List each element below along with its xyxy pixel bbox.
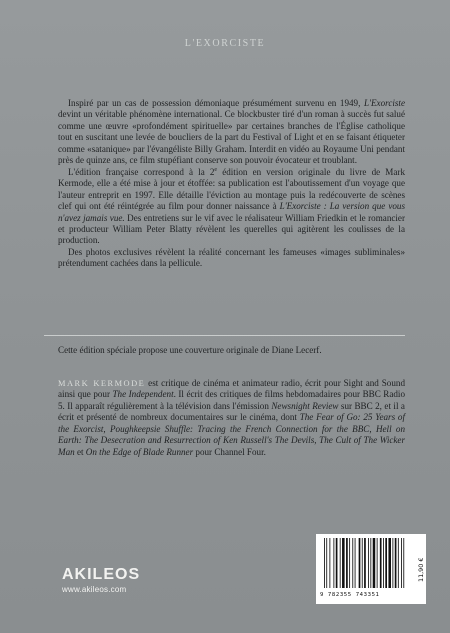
publisher-logo xyxy=(62,566,140,594)
blurb-paragraph xyxy=(58,247,405,270)
text-run: L'édition française correspond à la 2 xyxy=(68,166,215,177)
barcode-bar xyxy=(370,538,371,588)
barcode-bar xyxy=(340,538,341,588)
text-run: . Il écrit des critiques de films hebdomadaires pour BBC Radio 5. Il apparaît régulièrement à la télévision dans l'émission xyxy=(58,389,405,411)
italic-title: On the Edge of Blade Runner xyxy=(85,446,194,457)
book-blurb xyxy=(58,98,405,270)
text-run: et xyxy=(74,446,86,457)
barcode-bar xyxy=(349,538,350,588)
barcode-bar xyxy=(352,538,353,588)
publisher-name: AKILEOS xyxy=(62,566,141,583)
barcode-bar xyxy=(359,538,361,588)
barcode-label xyxy=(316,534,426,604)
barcode-bar xyxy=(346,538,348,588)
text-run: sur BBC 2, et il a écrit et présenté de nombreux documentaires sur le cinéma, dont xyxy=(58,400,405,423)
italic-title: L'Exorciste xyxy=(363,98,405,108)
text-run: pour Channel Four. xyxy=(193,446,266,457)
barcode-bar xyxy=(377,538,378,588)
barcode-icon xyxy=(322,538,414,590)
barcode-bar xyxy=(395,538,397,588)
barcode-bar xyxy=(362,538,363,588)
barcode-bar xyxy=(383,538,384,588)
barcode-bar xyxy=(342,538,345,588)
barcode-bar xyxy=(326,538,327,588)
barcode-bar xyxy=(368,538,369,588)
barcode-bar xyxy=(403,538,404,588)
barcode-bar xyxy=(398,538,399,588)
author-bio xyxy=(58,378,405,458)
text-run: est critique de cinéma et animateur radio, écrit pour Sight and Sound ainsi que pour xyxy=(58,378,405,400)
barcode-bar xyxy=(373,538,376,588)
author-name: MARK KERMODE xyxy=(58,379,146,388)
superscript: e xyxy=(214,166,218,173)
barcode-bar xyxy=(380,538,382,588)
text-run: Des photos exclusives révèlent la réalité concernant les fameuses «images subliminales» prétendument cachées dans la pellicule. xyxy=(58,246,405,269)
barcode-bar xyxy=(392,538,393,588)
isbn-digits: 9 782355 743351 xyxy=(320,592,380,598)
barcode-bar xyxy=(324,538,325,588)
barcode-bar xyxy=(355,538,356,588)
barcode-bar xyxy=(388,538,391,588)
text-run: Des entretiens sur le vif avec le réalisateur William Friedkin et le romancier et producteur William Peter Blatty révèlent les querelles qui agitèrent les coulisses de la production. xyxy=(58,212,405,246)
price-label: 11,90 € xyxy=(417,557,425,583)
divider xyxy=(44,335,405,336)
italic-title: Newsnight Review xyxy=(271,400,339,411)
edition-note: Cette édition spéciale propose une couverture originale de Diane Lecerf. xyxy=(58,345,322,355)
text-run: Inspiré par un cas de possession démoniaque présumément survenu en 1949, xyxy=(68,98,364,108)
publisher-url: www.akileos.com xyxy=(62,585,127,594)
italic-title: The Fear of Go: 25 Years of the Exorcist, Poughkeepsie Shuffle: Tracing the French Connection for the BBC, Hell on Earth: The Desecration and Resurrection of Ken Russell's The Devils, The Cult of The Wicker Man xyxy=(58,412,405,457)
barcode-bar xyxy=(364,538,366,588)
barcode-bar xyxy=(329,538,330,588)
blurb-paragraph xyxy=(58,167,405,247)
book-title: L'EXORCISTE xyxy=(184,38,266,49)
text-run: édition en version originale du livre de Mark Kermode, elle a été mise à jour et étoffée: sa publication est l'aboutissement d'un voyage que l'auteur entreprit en 1997. Elle détaille l'éviction au montage puis la redécouverte de scènes clef qui ont été réintégrée au film pour donner naissance à xyxy=(58,166,405,212)
italic-title: L'Exorciste : La version que vous n'avez jamais vue. xyxy=(58,201,405,223)
barcode-bar xyxy=(401,538,402,588)
author-bio-text xyxy=(58,378,405,457)
barcode-bar xyxy=(333,538,334,588)
text-run: devint un véritable phénomène international. Ce blockbuster tiré d'un roman à succès fut salué comme une œuvre «profondément spirituelle» par certaines branches de l'Église catholique tout en suscitant une levée de boucliers de la part du Festival of Light et en se faisant étiqueter comme «satanique» par l'évangéliste Billy Graham. Interdit en vidéo au Royaume Uni pendant près de quinze ans, ce film stupéfiant conserve son pouvoir évocateur et troublant. xyxy=(58,109,405,166)
blurb-paragraph xyxy=(58,98,405,167)
barcode-bar xyxy=(385,538,387,588)
barcode-bar xyxy=(336,538,338,588)
italic-title: The Independent xyxy=(112,389,174,400)
